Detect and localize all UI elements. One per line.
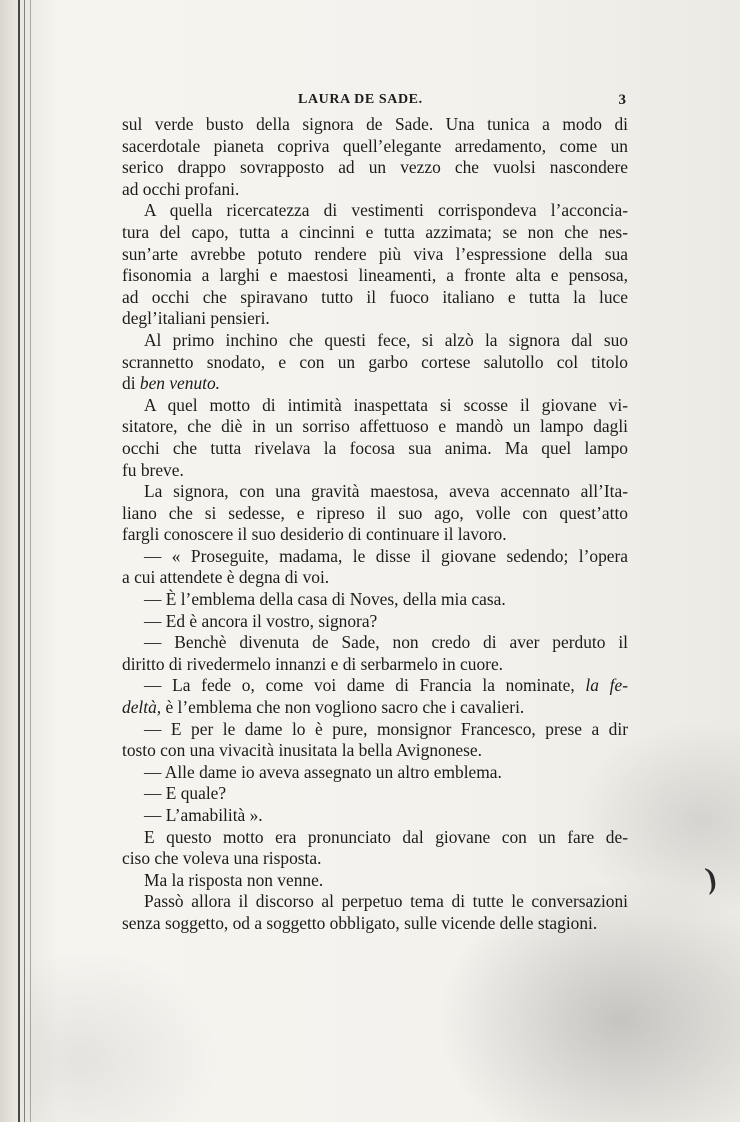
italic-text: la fe- — [585, 675, 628, 696]
line-text: fargli conoscere il suo desiderio di continuare il lavoro. — [122, 524, 507, 545]
line-text: serico drappo sovrapposto ad un vezzo che vuolsi nascondere — [122, 157, 628, 178]
line-text: — È l’emblema della casa di Noves, della mia casa. — [144, 589, 506, 610]
text-line — [122, 200, 628, 222]
line-text: di — [122, 373, 140, 394]
spine-edge — [24, 0, 25, 1122]
line-text: a cui attendete è degna di voi. — [122, 567, 330, 588]
line-text: diritto di rivedermelo innanzi e di serbarmelo in cuore. — [122, 653, 504, 674]
line-text: — Ed è ancora il vostro, signora? — [144, 610, 378, 631]
text-line — [122, 546, 628, 568]
text-line — [122, 675, 628, 697]
text-line — [122, 870, 628, 892]
italic-text: deltà, — [122, 697, 162, 718]
text-line — [122, 114, 628, 136]
spine-edge — [30, 0, 31, 1122]
text-line — [122, 827, 628, 849]
text-line — [122, 719, 628, 741]
line-text: occhi che tutta rivelava la focosa sua anima. Ma quel lampo — [122, 437, 628, 458]
line-text: A quella ricercatezza di vestimenti corrispondeva l’acconcia- — [144, 200, 628, 221]
text-line — [122, 654, 628, 676]
text-line — [122, 740, 628, 762]
line-text: sacerdotale pianeta copriva quell’elegante arredamento, come un — [122, 135, 628, 156]
book-spine — [0, 0, 34, 1122]
text-line — [122, 611, 628, 633]
line-text: — Alle dame io aveva assegnato un altro emblema. — [144, 761, 502, 782]
text-line — [122, 589, 628, 611]
line-text: — Benchè divenuta de Sade, non credo di aver perduto il — [144, 632, 628, 653]
line-text: Al primo inchino che questi fece, si alzò la signora dal suo — [144, 329, 628, 350]
line-text: La signora, con una gravità maestosa, aveva accennato all’Ita- — [144, 481, 628, 502]
text-line — [122, 287, 628, 309]
page-header — [118, 92, 626, 114]
text-line — [122, 416, 628, 438]
line-text: A quel motto di intimità inaspettata si scosse il giovane vi- — [144, 394, 628, 415]
line-text: tosto con una vivacità inusitata la bella Avignonese. — [122, 740, 482, 761]
line-text: sul verde busto della signora de Sade. Una tunica a modo di — [122, 114, 628, 134]
line-text: — « Proseguite, madama, le disse il giovane sedendo; l’opera — [144, 545, 628, 566]
text-line — [122, 503, 628, 525]
line-text: fu breve. — [122, 459, 184, 480]
margin-mark: ) — [703, 861, 719, 896]
line-text: E questo motto era pronunciato dal giovane con un fare de- — [144, 826, 628, 847]
italic-text: ben venuto. — [139, 373, 221, 394]
text-line — [122, 460, 628, 482]
text-line — [122, 330, 628, 352]
line-text: Passò allora il discorso al perpetuo tema di tutte le conversazioni — [144, 891, 628, 912]
text-line — [122, 265, 628, 287]
text-line — [122, 524, 628, 546]
text-line — [122, 222, 628, 244]
text-line — [122, 913, 628, 935]
line-text: fisonomia a larghi e maestosi lineamenti, a fronte alta e pensosa, — [122, 265, 628, 286]
line-text: liano che si sedesse, e ripreso il suo ago, volle con quest’atto — [122, 502, 628, 523]
text-line — [122, 179, 628, 201]
line-text: — E quale? — [144, 783, 227, 804]
text-line — [122, 848, 628, 870]
text-line — [122, 438, 628, 460]
spine-edge — [18, 0, 20, 1122]
text-line — [122, 632, 628, 654]
line-text: ad occhi che spiravano tutto il fuoco italiano e tutta la luce — [122, 286, 628, 307]
text-line — [122, 352, 628, 374]
line-text: Ma la risposta non venne. — [144, 869, 324, 890]
text-line — [122, 373, 628, 395]
text-line — [122, 783, 628, 805]
line-text: senza soggetto, od a soggetto obbligato, sulle vicende delle stagioni. — [122, 912, 598, 933]
text-line — [122, 891, 628, 913]
page-number: 3 — [618, 92, 626, 108]
body-text — [122, 114, 628, 935]
line-text: scrannetto snodato, e con un garbo cortese salutollo col titolo — [122, 351, 628, 372]
text-line — [122, 805, 628, 827]
line-text: degl’italiani pensieri. — [122, 308, 270, 329]
line-text: è l’emblema che non vogliono sacro che i cavalieri. — [161, 697, 525, 718]
text-line — [122, 567, 628, 589]
text-line — [122, 395, 628, 417]
text-line — [122, 697, 628, 719]
text-line — [122, 481, 628, 503]
text-line — [122, 244, 628, 266]
line-text: ad occhi profani. — [122, 178, 240, 199]
running-title: LAURA DE SADE. — [298, 92, 423, 107]
line-text: sun’arte avrebbe potuto rendere più viva l’espressione della sua — [122, 243, 628, 264]
text-line — [122, 136, 628, 158]
text-line — [122, 762, 628, 784]
line-text: tura del capo, tutta a cincinni e tutta azzimata; se non che nes- — [122, 221, 628, 242]
line-text: — E per le dame lo è pure, monsignor Francesco, prese a dir — [144, 718, 628, 739]
text-line — [122, 308, 628, 330]
line-text: ciso che voleva una risposta. — [122, 848, 322, 869]
line-text: — L’amabilità ». — [144, 805, 263, 825]
text-line — [122, 157, 628, 179]
line-text: sitatore, che diè in un sorriso affettuoso e mandò un lampo dagli — [122, 416, 628, 437]
line-text: — La fede o, come voi dame di Francia la nominate, — [144, 675, 586, 696]
